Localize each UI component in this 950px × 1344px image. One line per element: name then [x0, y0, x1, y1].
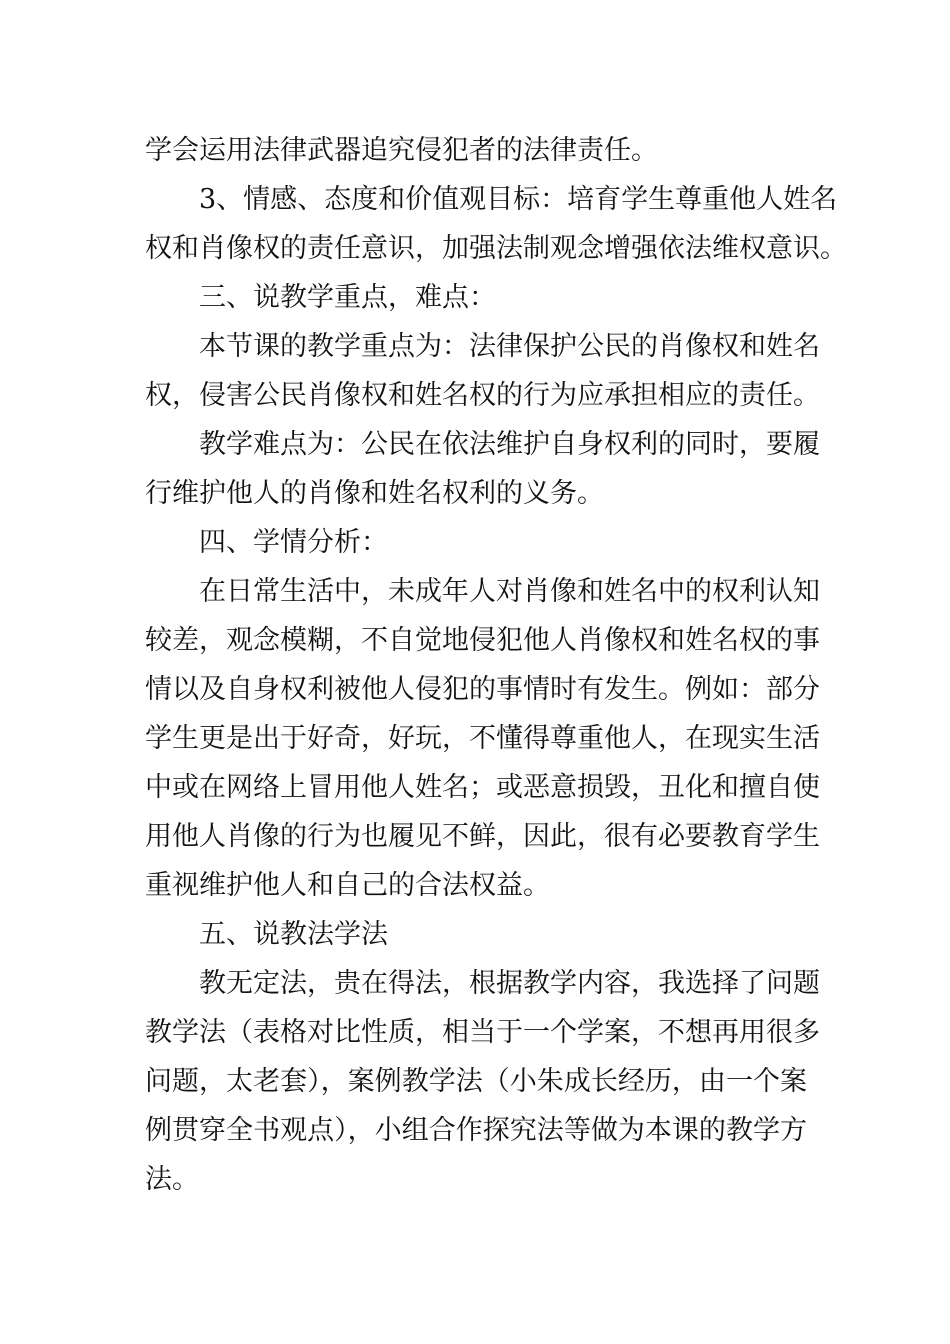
- text-line: 情以及自身权利被他人侵犯的事情时有发生。例如：部分: [145, 674, 820, 705]
- text-line: 教无定法，贵在得法，根据教学内容，我选择了问题: [199, 968, 820, 999]
- text-line: 3、情感、态度和价值观目标：培育学生尊重他人姓名: [199, 184, 838, 215]
- text-line: 教学法（表格对比性质，相当于一个学案，不想再用很多: [145, 1017, 820, 1048]
- text-line: 例贯穿全书观点），小组合作探究法等做为本课的教学方: [145, 1115, 807, 1146]
- text-line: 重视维护他人和自己的合法权益。: [145, 870, 550, 901]
- text-line: 法。: [145, 1164, 199, 1195]
- text-line: 问题，太老套），案例教学法（小朱成长经历，由一个案: [145, 1066, 807, 1097]
- text-line: 三、说教学重点，难点：: [199, 282, 496, 313]
- text-line: 学生更是出于好奇，好玩，不懂得尊重他人，在现实生活: [145, 723, 820, 754]
- text-line: 权和肖像权的责任意识，加强法制观念增强依法维权意识。: [145, 233, 847, 264]
- document-page: [145, 126, 847, 1204]
- text-line: 五、说教法学法: [199, 919, 388, 950]
- text-line: 权，侵害公民肖像权和姓名权的行为应承担相应的责任。: [145, 380, 820, 411]
- text-line: 中或在网络上冒用他人姓名；或恶意损毁，丑化和擅自使: [145, 772, 820, 803]
- text-line: 用他人肖像的行为也履见不鲜，因此，很有必要教育学生: [145, 821, 820, 852]
- text-line: 本节课的教学重点为：法律保护公民的肖像权和姓名: [199, 331, 820, 362]
- text-line: 行维护他人的肖像和姓名权利的义务。: [145, 478, 604, 509]
- text-line: 学会运用法律武器追究侵犯者的法律责任。: [145, 135, 658, 166]
- text-line: 教学难点为：公民在依法维护自身权利的同时，要履: [199, 429, 820, 460]
- text-line: 较差，观念模糊，不自觉地侵犯他人肖像权和姓名权的事: [145, 625, 820, 656]
- text-line: 四、学情分析：: [199, 527, 388, 558]
- text-line: 在日常生活中，未成年人对肖像和姓名中的权利认知: [199, 576, 820, 607]
